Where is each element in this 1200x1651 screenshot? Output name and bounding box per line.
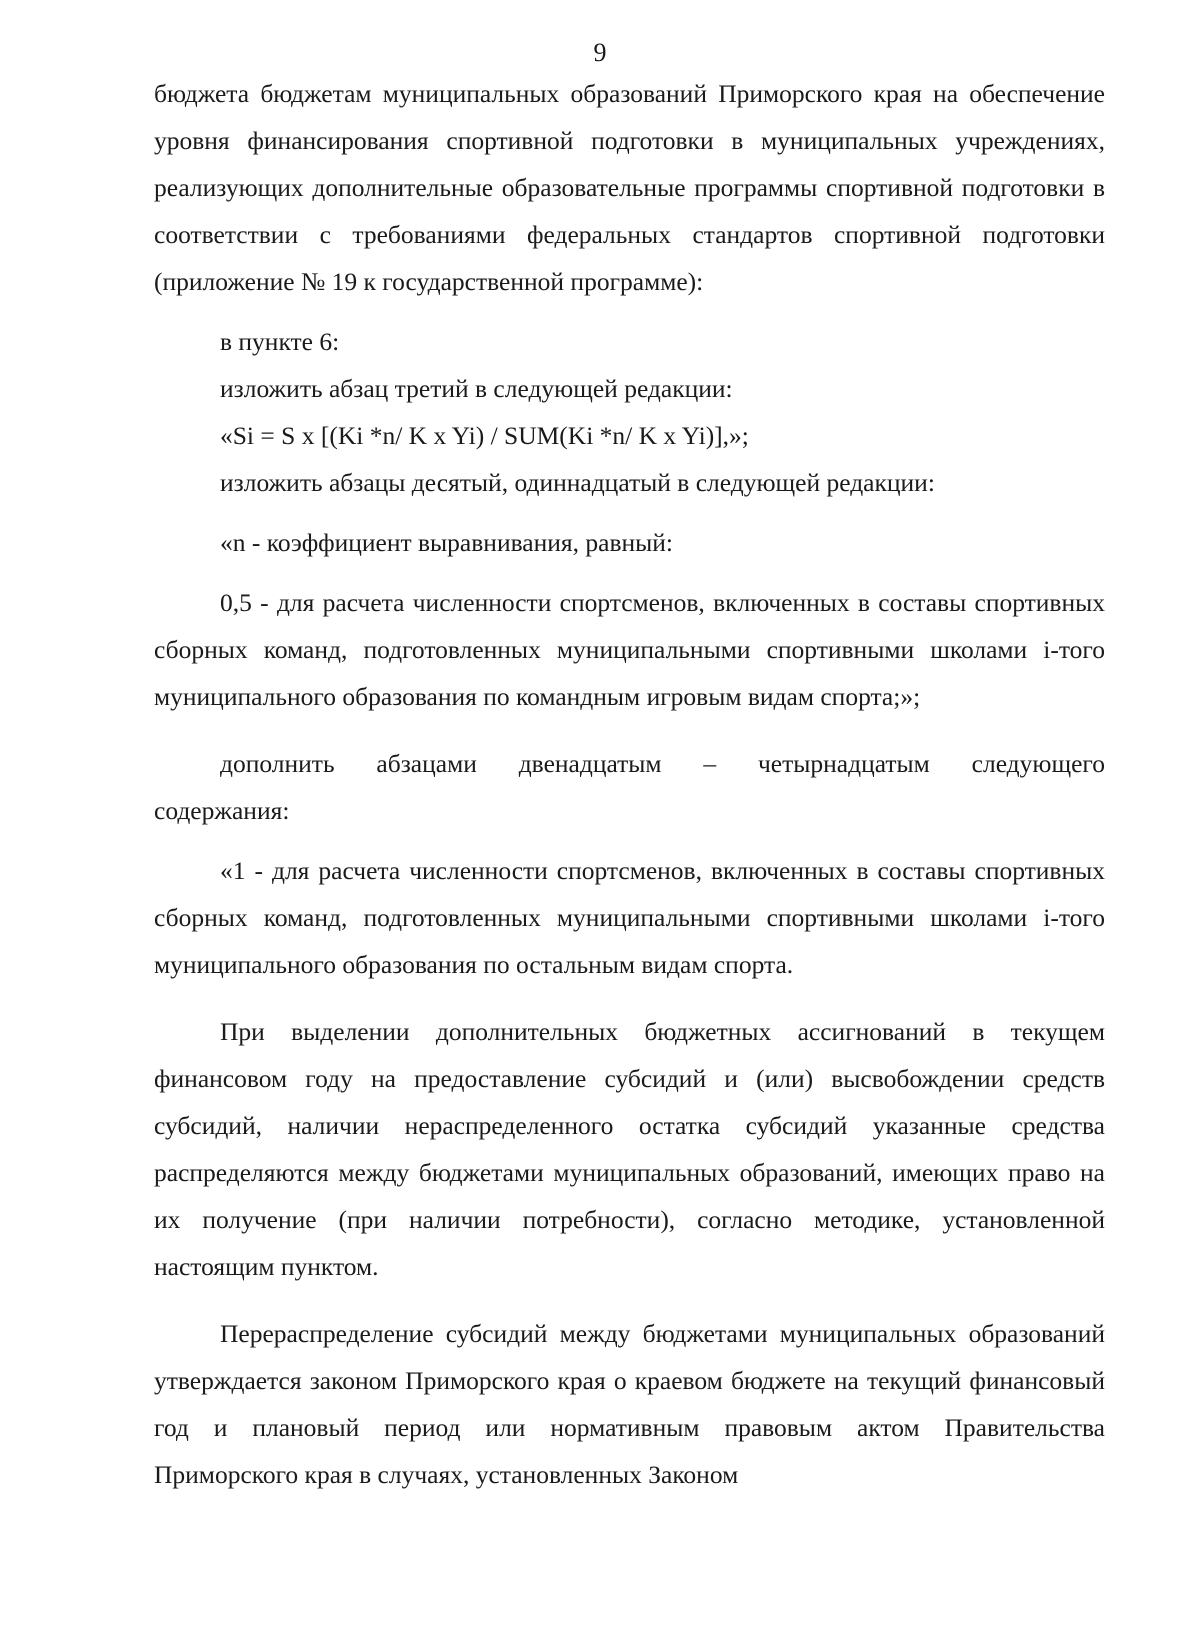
supplement-word: абзацами — [376, 749, 477, 778]
document-body — [154, 70, 1105, 1498]
page-number: 9 — [593, 38, 607, 67]
supplement-word: четырнадцатым — [757, 749, 930, 778]
paragraph-supplement-continued: содержания: — [154, 796, 290, 825]
supplement-word: следующего — [971, 749, 1105, 778]
paragraph-amend-tenth-eleventh: изложить абзацы десятый, одиннадцатый в следующей редакции: — [220, 468, 935, 497]
supplement-word: дополнить — [220, 749, 335, 778]
paragraph-coefficient: «n - коэффициент выравнивания, равный: — [220, 528, 673, 557]
paragraph-intro: бюджета бюджетам муниципальных образований Приморского края на обеспечение уровня финансирования спортивной подготовки в муниципальных учреждениях, реализующих дополнительные образовательные программы спортивной подготовки в соответствии с требованиями федеральных стандартов спортивной подготовки (приложение № 19 к государственной программе): — [154, 79, 1105, 296]
paragraph-team-sports: 0,5 - для расчета численности спортсменов, включенных в составы спортивных сборных команд, подготовленных муниципальными спортивными школами i-того муниципального образования по командным игровым видам спорта;»; — [154, 588, 1105, 711]
supplement-word: двенадцатым — [518, 749, 662, 778]
paragraph-point-6: в пункте 6: — [220, 327, 340, 356]
paragraph-redistribution: Перераспределение субсидий между бюджетами муниципальных образований утверждается законом Приморского края о краевом бюджете на текущий финансовый год и плановый период или нормативным правовым актом Правительства Приморского края в случаях, установленных Законом — [154, 1319, 1105, 1489]
paragraph-additional-allocations: При выделении дополнительных бюджетных ассигнований в текущем финансовом году на предоставление субсидий и (или) высвобождении средств субсидий, наличии нераспределенного остатка субсидий указанные средства распределяются между бюджетами муниципальных образований, имеющих право на их получение (при наличии потребности), согласно методике, установленной настоящим пунктом. — [154, 1017, 1105, 1281]
paragraph-amend-third: изложить абзац третий в следующей редакции: — [220, 374, 733, 403]
paragraph-supplement-line — [154, 740, 1105, 787]
paragraph-formula: «Si = S x [(Ki *n/ K x Yi) / SUM(Ki *n/ K x Yi)],»; — [220, 421, 749, 450]
supplement-word: – — [703, 749, 717, 778]
paragraph-other-sports: «1 - для расчета численности спортсменов, включенных в составы спортивных сборных команд, подготовленных муниципальными спортивными школами i-того муниципального образования по остальным видам спорта. — [154, 856, 1105, 979]
